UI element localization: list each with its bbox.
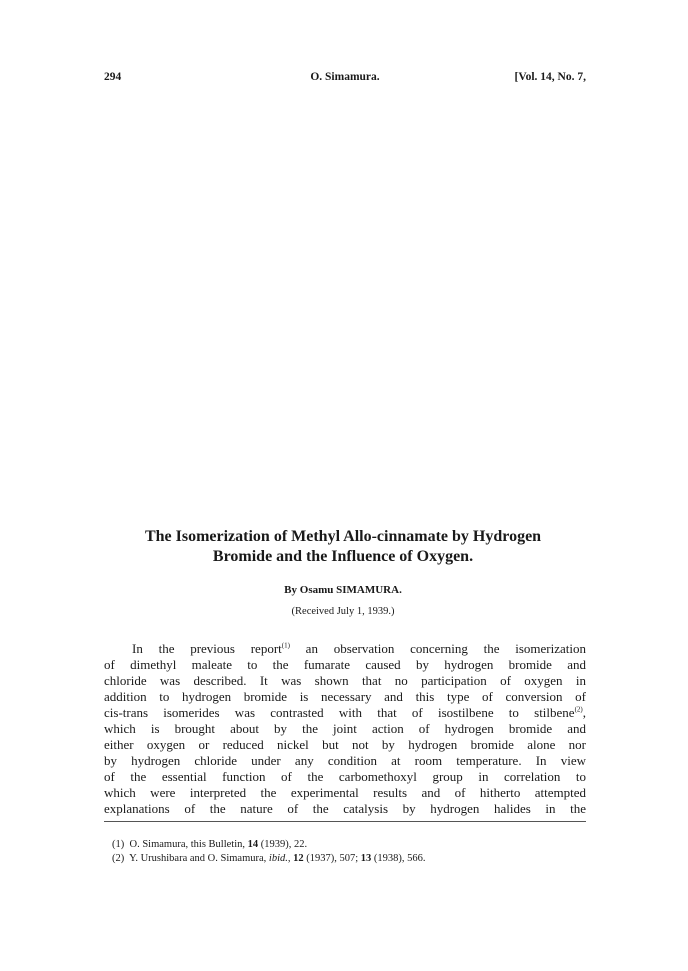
- body-line: explanations of the nature of the catalysis by hydrogen halides in the: [104, 801, 586, 816]
- body-line: by hydrogen chloride under any condition at room temperature. In view: [104, 753, 586, 768]
- footnote-ref-1[interactable]: (1): [281, 641, 290, 650]
- body-line: addition to hydrogen bromide is necessary and this type of conversion of: [104, 689, 586, 704]
- body-line: chloride was described. It was shown that no participation of oxygen in: [104, 673, 586, 688]
- body-line: cis-trans isomerides was contrasted with that of isostilbene to stilbene$^{(2)}$,: [104, 705, 586, 720]
- author-byline: By Osamu SIMAMURA.: [284, 584, 402, 596]
- body-line: either oxygen or reduced nickel but not by hydrogen bromide alone nor: [104, 737, 586, 752]
- footnote-divider: [104, 821, 586, 822]
- footnote-ref-2[interactable]: (2): [574, 705, 583, 714]
- body-line: of dimethyl maleate to the fumarate caused by hydrogen bromide and: [104, 657, 586, 672]
- body-line: In the previous report$^{(1)}$ an observation concerning the isomerization: [132, 641, 586, 656]
- title-line-1: The Isomerization of Methyl Allo-cinnamate by Hydrogen: [144, 528, 542, 545]
- body-line: which is brought about by the joint action of hydrogen bromide and: [104, 721, 586, 736]
- body-line: which were interpreted the experimental results and of hitherto attempted: [104, 785, 586, 800]
- footnotes: [112, 838, 582, 866]
- body-paragraph: [104, 641, 586, 817]
- page-number: 294: [104, 71, 122, 83]
- running-header: [104, 71, 586, 87]
- running-author: O. Simamura.: [310, 71, 380, 83]
- received-date: (Received July 1, 1939.): [291, 606, 395, 617]
- footnote-2: (2) Y. Urushibara and O. Simamura, ibid., 12 (1937), 507; 13 (1938), 566.: [112, 853, 426, 864]
- article-title: [60, 527, 626, 567]
- body-line: of the essential function of the carbomethoxyl group in correlation to: [104, 769, 586, 784]
- footnote-1: (1) O. Simamura, this Bulletin, 14 (1939), 22.: [112, 839, 308, 850]
- journal-volume: [Vol. 14, No. 7,: [514, 71, 586, 83]
- title-line-2: Bromide and the Influence of Oxygen.: [212, 548, 474, 565]
